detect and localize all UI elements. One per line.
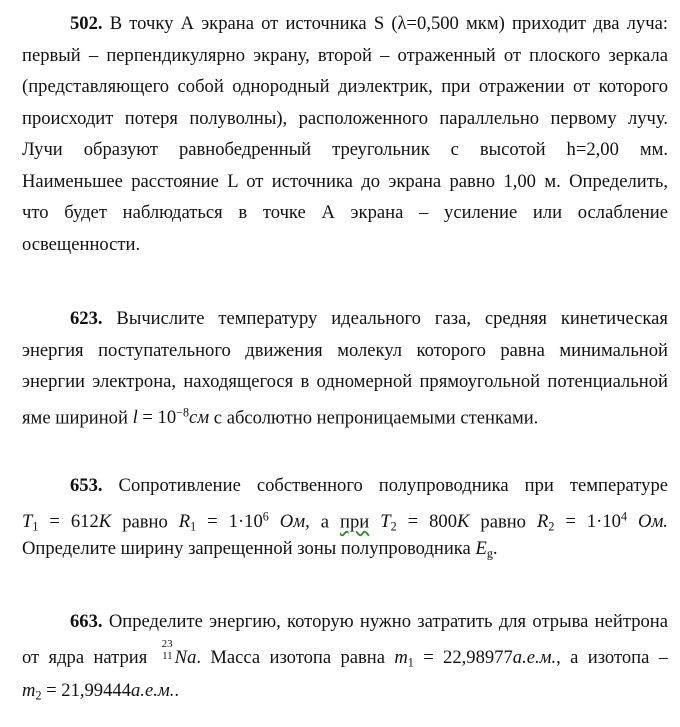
- problem-663-line-1: [22, 606, 668, 638]
- t1-eq: = 612: [38, 511, 99, 533]
- problem-623-line-2: энергия поступательного движения молекул которого равна минимальной: [22, 339, 668, 361]
- problem-502-number: 502.: [70, 13, 103, 34]
- word-pri-spellcheck: при: [340, 511, 370, 533]
- problem-502-line-6: Наименьшее расстояние L от источника до экрана равно 1,00 м. Определить,: [22, 170, 668, 192]
- m1-var: m: [394, 646, 408, 668]
- problem-653: [22, 470, 668, 565]
- m1-sub: 1: [407, 655, 414, 670]
- formula-eg: [475, 538, 492, 559]
- nucleus-symbol: Na: [174, 646, 197, 668]
- m1-eq: = 22,98977: [413, 646, 513, 668]
- t1-var: T: [22, 511, 33, 533]
- r1-var: R: [178, 511, 191, 533]
- problem-653-text-1: Сопротивление собственного полупроводника при температуре: [102, 475, 668, 496]
- formula-eq: = 10: [137, 407, 177, 429]
- problem-623-line-1: [22, 303, 668, 335]
- problem-623-text-post: с абсолютно непроницаемыми стенками.: [209, 407, 539, 429]
- r1-exp: 6: [262, 509, 269, 524]
- formula-r2: [537, 511, 668, 532]
- r2-unit: Ом.: [627, 511, 668, 533]
- m2-eq: = 21,99444: [41, 679, 131, 701]
- problem-663-end: .: [174, 679, 180, 701]
- formula-var-l: l: [132, 407, 138, 429]
- problem-623-text-1: Вычислите температуру идеального газа, средняя кинетическая: [102, 308, 668, 329]
- eg-sub: g: [486, 546, 493, 561]
- problem-663-text-pre: от ядра натрия: [22, 646, 157, 668]
- eg-var: E: [475, 538, 487, 559]
- r1-unit: Ом,: [268, 511, 310, 533]
- problem-502-line-7: что будет наблюдаться в точке А экрана – усиление или ослабление: [22, 202, 668, 223]
- t2-var: T: [380, 511, 391, 533]
- problem-502-line-3: (представляющего собой однородный диэлектрик, при отражении от которого: [22, 76, 668, 97]
- nucleus-mass-number: 23: [161, 637, 173, 650]
- sodium-nucleus: [157, 637, 175, 665]
- problem-663-text-after: , а изотопа –: [556, 646, 669, 668]
- formula-t2: [380, 511, 469, 532]
- problem-663-number: 663.: [70, 611, 103, 632]
- problem-653-line-1: [22, 470, 668, 502]
- r2-var: R: [536, 511, 549, 533]
- r2-exp: 4: [620, 509, 628, 524]
- nucleus-charge-number: 11: [162, 649, 173, 662]
- r2-sub: 2: [548, 519, 555, 534]
- m2-sub: 2: [35, 688, 42, 703]
- problem-663-text-mid: . Масса изотопа равна: [196, 646, 395, 668]
- t1-sub: 1: [32, 519, 39, 534]
- t2-eq: = 800: [396, 511, 457, 533]
- r1-sub: 1: [190, 519, 197, 534]
- problem-623-line-3: энергии электрона, находящегося в одномерной прямоугольной потенциальной: [22, 371, 668, 392]
- problem-502-line-2: первый – перпендикулярно экрану, второй – отраженный от плоского зеркала: [22, 44, 668, 66]
- formula-exp: −8: [176, 405, 190, 420]
- problem-623: [22, 303, 668, 429]
- formula-unit: см: [189, 407, 210, 429]
- problem-502-text-1: В точку А экрана от источника S (λ=0,500 мкм) приходит два луча:: [102, 13, 668, 34]
- formula-t1: [22, 511, 111, 532]
- t2-unit: K: [457, 511, 470, 533]
- m2-unit: а.е.м.: [131, 679, 175, 701]
- problem-663-text-1: Определите энергию, которую нужно затратить для отрыва нейтрона: [102, 611, 668, 632]
- problem-502-line-1: [22, 8, 668, 40]
- problem-663-line-2: [22, 638, 668, 674]
- problem-653-line-2: [22, 502, 668, 534]
- formula-m1: [394, 647, 556, 668]
- formula-m2: [22, 680, 174, 701]
- problem-653-number: 653.: [70, 475, 103, 496]
- problem-653-text-3: Определите ширину запрещенной зоны полупроводника: [22, 538, 476, 559]
- m1-unit: а.е.м.: [512, 646, 557, 668]
- problem-623-text-pre: яме шириной: [22, 407, 133, 429]
- word-ravno-1: равно: [122, 511, 168, 533]
- r1-eq: = 1·10: [196, 511, 263, 533]
- word-ravno-2: равно: [480, 511, 526, 533]
- t1-unit: K: [98, 511, 112, 533]
- problem-653-line-3: [22, 533, 668, 565]
- problem-623-line-4: [22, 398, 668, 430]
- problem-663-line-3: [22, 674, 668, 708]
- r2-eq: = 1·10: [554, 511, 621, 533]
- well-width-formula: [133, 407, 210, 428]
- problem-502-line-4: происходит потеря полуволны), расположенного параллельно первому лучу.: [22, 107, 668, 129]
- m2-var: m: [22, 679, 36, 701]
- problem-502-line-5: Лучи образуют равнобедренный треугольник с высотой h=2,00 мм.: [22, 139, 668, 160]
- problem-663: [22, 606, 668, 708]
- problem-623-number: 623.: [70, 308, 103, 329]
- t2-sub: 2: [390, 519, 397, 534]
- problem-502-line-8: освещенности.: [22, 233, 141, 255]
- word-a: а: [320, 511, 330, 533]
- problem-653-end: .: [492, 538, 498, 559]
- formula-r1: [179, 511, 310, 532]
- problem-502: [22, 8, 668, 260]
